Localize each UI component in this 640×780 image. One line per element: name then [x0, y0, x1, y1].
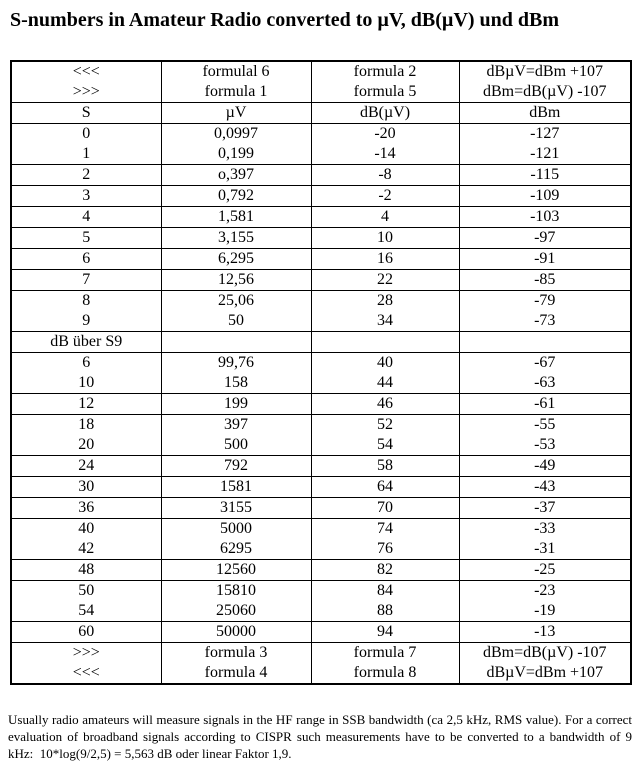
table-cell: 1581 — [161, 477, 311, 498]
table-cell: 3 — [11, 186, 161, 207]
table-cell: 7 — [11, 270, 161, 291]
table-cell: 500 — [161, 435, 311, 456]
table-cell: dBm=dB(µV) -107 — [459, 643, 631, 664]
table-cell: 12560 — [161, 560, 311, 581]
table-cell: 0,792 — [161, 186, 311, 207]
table-cell: 3,155 — [161, 228, 311, 249]
table-cell: >>> — [11, 82, 161, 103]
table-cell: 18 — [11, 415, 161, 436]
table-cell: 1 — [11, 144, 161, 165]
table-row — [11, 373, 631, 394]
table-body — [11, 61, 631, 684]
table-cell: 12,56 — [161, 270, 311, 291]
table-cell: 20 — [11, 435, 161, 456]
table-cell: -37 — [459, 498, 631, 519]
table-cell: -109 — [459, 186, 631, 207]
table-cell: dB(µV) — [311, 103, 459, 124]
table-cell: 6 — [11, 353, 161, 374]
table-cell: dBm=dB(µV) -107 — [459, 82, 631, 103]
table-cell: S — [11, 103, 161, 124]
page-title: S-numbers in Amateur Radio converted to µV, dB(µV) und dBm — [10, 9, 560, 31]
table-cell: 70 — [311, 498, 459, 519]
table-cell: 64 — [311, 477, 459, 498]
table-cell: µV — [161, 103, 311, 124]
table-cell: 52 — [311, 415, 459, 436]
table-cell: 76 — [311, 539, 459, 560]
table-cell: 94 — [311, 622, 459, 643]
table-cell: dBm — [459, 103, 631, 124]
table-cell: 15810 — [161, 581, 311, 602]
table-cell: -13 — [459, 622, 631, 643]
table-cell: formula 5 — [311, 82, 459, 103]
table-cell: -97 — [459, 228, 631, 249]
table-cell: 3155 — [161, 498, 311, 519]
table-cell: 10 — [311, 228, 459, 249]
table-cell: 54 — [11, 601, 161, 622]
table-row — [11, 415, 631, 436]
table-row — [11, 165, 631, 186]
table-cell: -19 — [459, 601, 631, 622]
table-row — [11, 124, 631, 145]
table-cell: 792 — [161, 456, 311, 477]
table-cell: -67 — [459, 353, 631, 374]
table-cell: 397 — [161, 415, 311, 436]
table-cell: 8 — [11, 291, 161, 312]
table-cell: 88 — [311, 601, 459, 622]
table-cell: >>> — [11, 643, 161, 664]
table-row — [11, 456, 631, 477]
table-row — [11, 394, 631, 415]
table-cell: formula 7 — [311, 643, 459, 664]
table-cell: -53 — [459, 435, 631, 456]
table-cell: <<< — [11, 61, 161, 82]
footnote-text: Usually radio amateurs will measure signals in the HF range in SSB bandwidth (ca 2,5 kHz, RMS value). For a correct evaluation of broadband signals according to CISPR such measurements have to be converted to a bandwidth of 9 kHz: 10*log(9/2,5) = 5,563 dB oder linear Faktor 1,9. — [8, 712, 632, 761]
table-cell: 0,0997 — [161, 124, 311, 145]
table-row — [11, 82, 631, 103]
table-row — [11, 311, 631, 332]
table-cell: -2 — [311, 186, 459, 207]
table-cell: 44 — [311, 373, 459, 394]
table-cell: 4 — [11, 207, 161, 228]
table-row — [11, 581, 631, 602]
table-cell: 6295 — [161, 539, 311, 560]
table-cell: 199 — [161, 394, 311, 415]
table-cell: 60 — [11, 622, 161, 643]
table-row — [11, 663, 631, 684]
table-cell: formula 2 — [311, 61, 459, 82]
table-cell: 40 — [311, 353, 459, 374]
table-cell: dB über S9 — [11, 332, 161, 353]
table-cell: -103 — [459, 207, 631, 228]
table-cell: -115 — [459, 165, 631, 186]
table-cell: -8 — [311, 165, 459, 186]
table-cell: 1,581 — [161, 207, 311, 228]
table-cell: -63 — [459, 373, 631, 394]
table-cell: 36 — [11, 498, 161, 519]
table-row — [11, 61, 631, 82]
table-cell: formula 3 — [161, 643, 311, 664]
table-cell: -23 — [459, 581, 631, 602]
table-cell: 74 — [311, 519, 459, 540]
table-cell: 28 — [311, 291, 459, 312]
table-row — [11, 186, 631, 207]
table-cell: -85 — [459, 270, 631, 291]
table-cell: -14 — [311, 144, 459, 165]
table-cell: -61 — [459, 394, 631, 415]
table-cell: -73 — [459, 311, 631, 332]
table-cell: -31 — [459, 539, 631, 560]
table-cell: 4 — [311, 207, 459, 228]
table-row — [11, 228, 631, 249]
table-cell: 16 — [311, 249, 459, 270]
table-cell: 12 — [11, 394, 161, 415]
table-row — [11, 332, 631, 353]
table-row — [11, 519, 631, 540]
table-cell: 54 — [311, 435, 459, 456]
table-cell: 82 — [311, 560, 459, 581]
table-cell: 6 — [11, 249, 161, 270]
table-cell: formulal 6 — [161, 61, 311, 82]
table-cell — [459, 332, 631, 353]
table-cell: o,397 — [161, 165, 311, 186]
table-cell: 5000 — [161, 519, 311, 540]
table-row — [11, 144, 631, 165]
table-row — [11, 270, 631, 291]
table-cell: 22 — [311, 270, 459, 291]
table-row — [11, 103, 631, 124]
table-cell: -49 — [459, 456, 631, 477]
table-cell: formula 4 — [161, 663, 311, 684]
table-cell: dBµV=dBm +107 — [459, 663, 631, 684]
table-cell: -91 — [459, 249, 631, 270]
table-cell: 50 — [161, 311, 311, 332]
table-cell: 50000 — [161, 622, 311, 643]
table-row — [11, 643, 631, 664]
table-row — [11, 435, 631, 456]
table-row — [11, 207, 631, 228]
table-cell: -121 — [459, 144, 631, 165]
table-cell: 34 — [311, 311, 459, 332]
table-cell: 99,76 — [161, 353, 311, 374]
table-cell: 0,199 — [161, 144, 311, 165]
table-row — [11, 249, 631, 270]
table-cell: -79 — [459, 291, 631, 312]
table-row — [11, 622, 631, 643]
table-cell: 40 — [11, 519, 161, 540]
table-cell: 5 — [11, 228, 161, 249]
table-cell: 25,06 — [161, 291, 311, 312]
s-number-conversion-table — [10, 60, 632, 685]
table-cell: -25 — [459, 560, 631, 581]
table-cell: 24 — [11, 456, 161, 477]
table-cell: formula 8 — [311, 663, 459, 684]
table-row — [11, 353, 631, 374]
table-cell: -55 — [459, 415, 631, 436]
table-cell: -127 — [459, 124, 631, 145]
table-cell: 9 — [11, 311, 161, 332]
table-row — [11, 560, 631, 581]
table-cell: -43 — [459, 477, 631, 498]
table-cell: 84 — [311, 581, 459, 602]
table-cell: 58 — [311, 456, 459, 477]
table-cell: 158 — [161, 373, 311, 394]
table-row — [11, 291, 631, 312]
table-cell — [311, 332, 459, 353]
table-row — [11, 498, 631, 519]
table-cell: 6,295 — [161, 249, 311, 270]
table-cell: 48 — [11, 560, 161, 581]
table-cell: 30 — [11, 477, 161, 498]
table-row — [11, 539, 631, 560]
table-cell — [161, 332, 311, 353]
table-cell: 46 — [311, 394, 459, 415]
table-cell: -33 — [459, 519, 631, 540]
table-cell: 25060 — [161, 601, 311, 622]
table-cell: formula 1 — [161, 82, 311, 103]
table-cell: dBµV=dBm +107 — [459, 61, 631, 82]
table-cell: <<< — [11, 663, 161, 684]
table-row — [11, 601, 631, 622]
table-cell: -20 — [311, 124, 459, 145]
table-cell: 42 — [11, 539, 161, 560]
table-cell: 10 — [11, 373, 161, 394]
table-row — [11, 477, 631, 498]
table-cell: 2 — [11, 165, 161, 186]
table-cell: 0 — [11, 124, 161, 145]
table-cell: 50 — [11, 581, 161, 602]
